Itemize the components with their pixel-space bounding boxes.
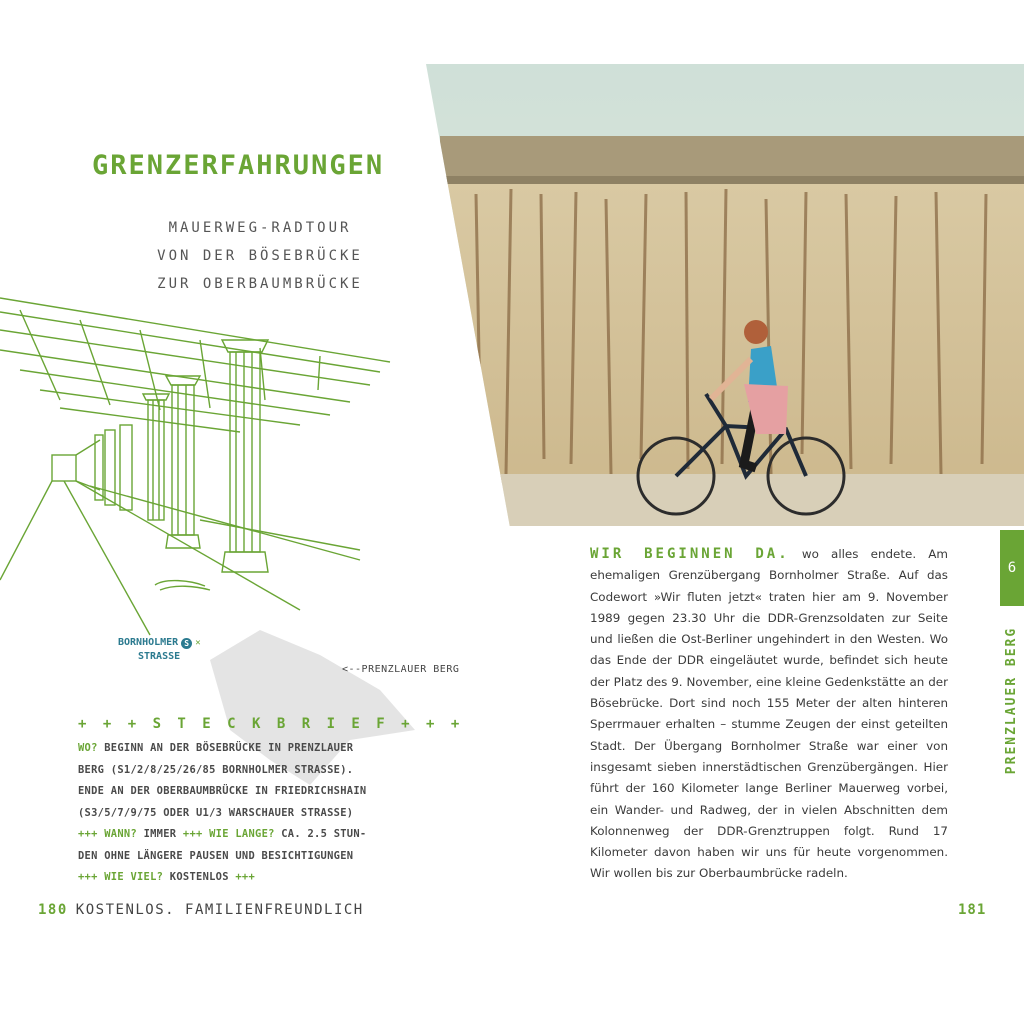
page-number-right: 181	[958, 902, 987, 918]
steckbrief-line: +++ WANN? IMMER +++ WIE LANGE? CA. 2.5 STUN-	[78, 828, 367, 840]
station-label-bornholmer	[118, 636, 201, 664]
chapter-number-tab: 6	[1000, 530, 1024, 606]
intro-paragraph	[590, 544, 948, 885]
steckbrief-line: (S3/5/7/9/75 ODER U1/3 WARSCHAUER STRASSE)	[78, 806, 354, 819]
page-number-left: 180	[38, 902, 68, 918]
subtitle-line: ZUR OBERBAUMBRÜCKE	[157, 276, 363, 292]
lead-in: WIR BEGINNEN DA.	[590, 546, 790, 562]
page-title: GRENZERFAHRUNGEN	[92, 150, 385, 181]
subtitle-line: MAUERWEG-RADTOUR	[168, 220, 352, 236]
sbahn-icon: S	[181, 638, 192, 649]
page-subtitle	[130, 214, 390, 298]
station-name: BORNHOLMER	[118, 637, 179, 648]
footer-left	[38, 902, 364, 918]
steckbrief-line: BERG (S1/2/8/25/26/85 BORNHOLMER STRASSE).	[78, 763, 354, 776]
district-side-label	[1000, 612, 1024, 788]
station-name-line2: STRASSE	[138, 651, 181, 662]
steckbrief-heading: + + + S T E C K B R I E F + + +	[78, 716, 464, 732]
intro-text: wo alles endete. Am ehemaligen Grenzübergang Bornholmer Straße. Auf das Codewort »Wir fluten jetzt« traten hier am 9. November 1989 gegen 23.30 Uhr die DDR-Grenzsoldaten zur Seite und ließen die Ost-Berliner ungehindert in den Westen. Wo das Ende der DDR eingeläutet wurde, befindet sich heute der Platz des 9. November, eine kleine Gedenkstätte an der Bösebrücke. Dort sind noch 155 Meter der alten hinteren Sperrmauer erhalten – stumme Zeugen der einst geteilten Stadt. Der Übergang Bornholmer Straße war einer von insgesamt sieben innerstädtischen Grenzübergängen. Hier führt der 160 Kilometer lange Berliner Mauerweg vorbei, ein Wander- und Radweg, der in vielen Abschnitten dem Kolonnenweg der DDR-Grenztruppen folgt. Rund 17 Kilometer davon haben wir uns für heute vorgenommen. Wir wollen bis zur Oberbaumbrücke radeln.	[590, 547, 949, 881]
cross-icon: ✕	[195, 638, 201, 648]
steckbrief-line: +++ WIE VIEL? KOSTENLOS +++	[78, 871, 256, 883]
bridge-sketch-illustration	[0, 290, 400, 640]
berlin-wall-cyclist-photo	[426, 64, 1024, 526]
steckbrief-line: DEN OHNE LÄNGERE PAUSEN UND BESICHTIGUNGEN	[78, 849, 354, 862]
subtitle-line: VON DER BÖSEBRÜCKE	[157, 248, 363, 264]
district-name: PRENZLAUER BERG	[1004, 626, 1020, 774]
steckbrief-body	[78, 738, 440, 889]
district-pointer-label: <--PRENZLAUER BERG	[342, 664, 460, 675]
steckbrief-line: WO? BEGINN AN DER BÖSEBRÜCKE IN PRENZLAUER	[78, 742, 354, 754]
footer-tagline: KOSTENLOS. FAMILIENFREUNDLICH	[75, 902, 364, 918]
steckbrief-line: ENDE AN DER OBERBAUMBRÜCKE IN FRIEDRICHSHAIN	[78, 785, 367, 797]
